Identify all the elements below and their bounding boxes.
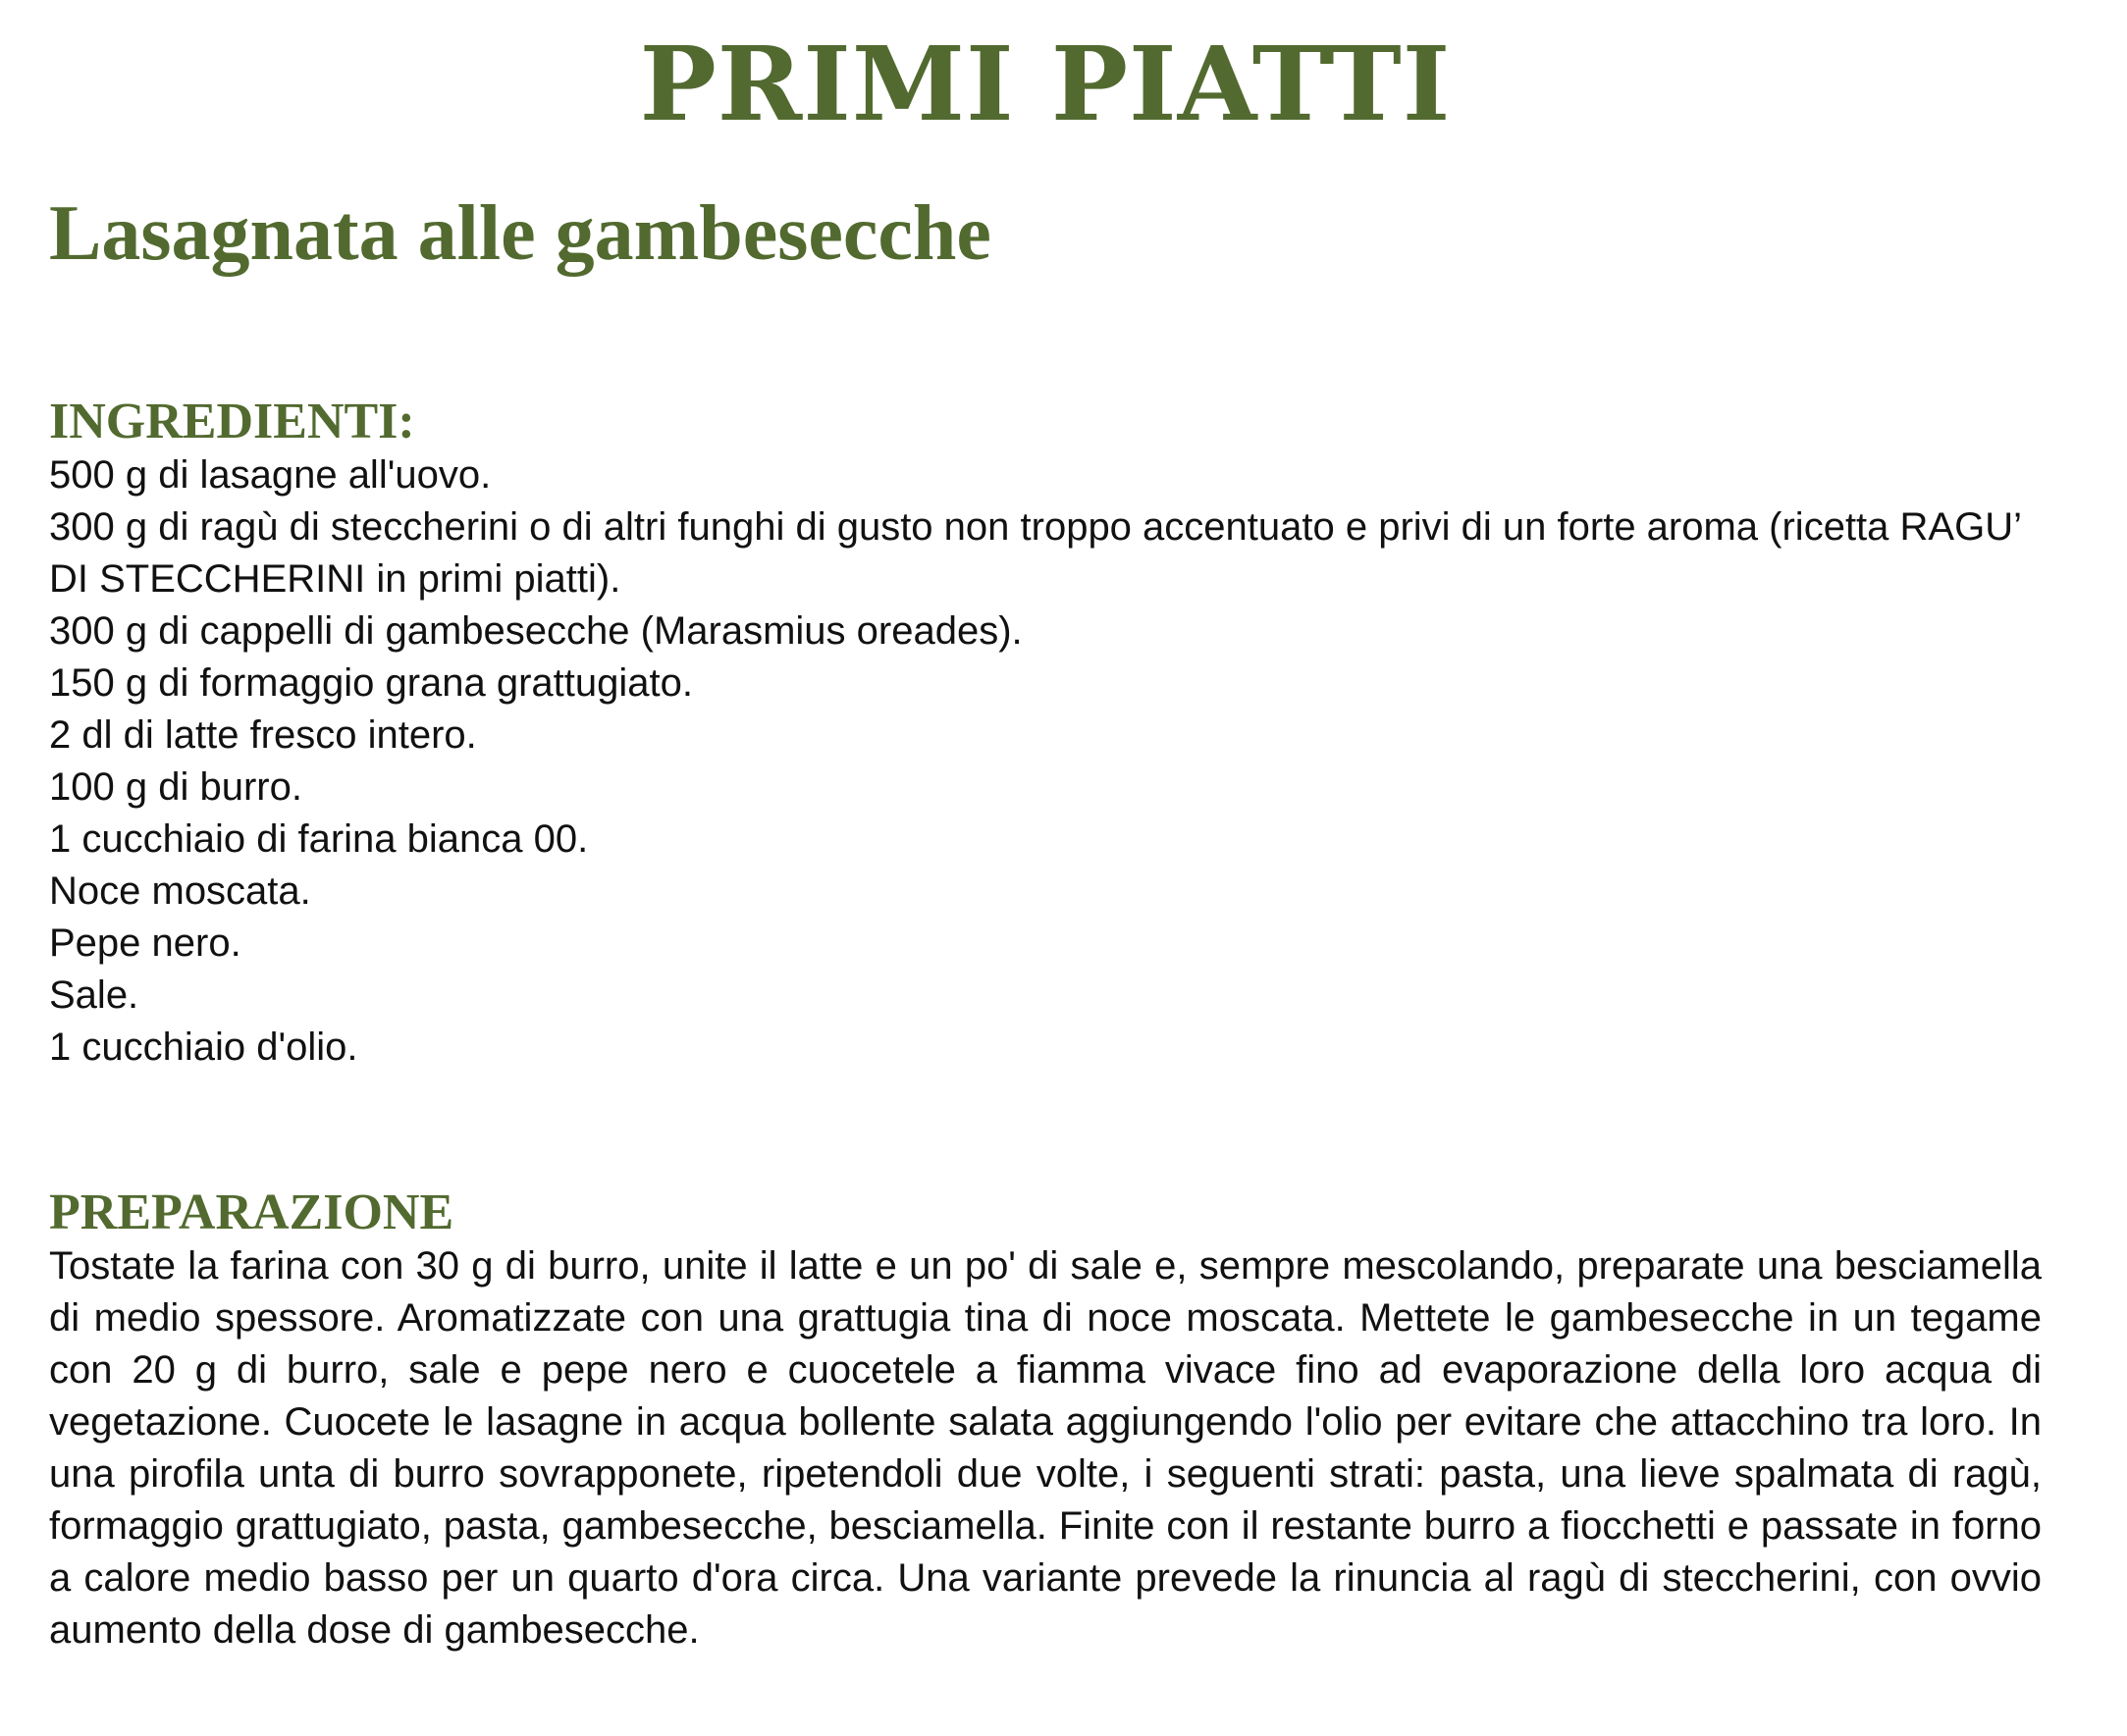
ingredient-item: Sale. bbox=[49, 973, 139, 1017]
ingredient-item: Noce moscata. bbox=[49, 869, 311, 913]
ingredients-heading: INGREDIENTI: bbox=[49, 394, 415, 449]
ingredient-item: Pepe nero. bbox=[49, 921, 241, 965]
ingredient-item: 100 g di burro. bbox=[49, 765, 302, 809]
recipe-page bbox=[49, 0, 2042, 1657]
ingredient-item: 300 g di cappelli di gambesecche (Marasmius oreades). bbox=[49, 609, 1023, 653]
ingredient-item: 1 cucchiaio d'olio. bbox=[49, 1026, 358, 1069]
ingredient-item: 1 cucchiaio di farina bianca 00. bbox=[49, 817, 589, 861]
recipe-title: Lasagnata alle gambesecche bbox=[49, 190, 991, 277]
ingredient-item: 500 g di lasagne all'uovo. bbox=[49, 453, 492, 497]
ingredient-item: 150 g di formaggio grana grattugiato. bbox=[49, 661, 693, 705]
ingredient-item: 300 g di ragù di steccherini o di altri funghi di gusto non troppo accentuato e privi di un forte aroma (ricetta RAGU’ DI STECCHERINI in primi piatti). bbox=[49, 505, 2021, 601]
ingredient-item: 2 dl di latte fresco intero. bbox=[49, 713, 477, 757]
preparation-text: Tostate la farina con 30 g di burro, unite il latte e un po' di sale e, sempre mescolando, preparate una besciamella di medio spessore. Aromatizzate con una grattugia tina di noce moscata. Mettete le gambesecche in un tegame con 20 g di burro, sale e pepe nero e cuocetele a fiamma vivace fino ad evaporazione della loro acqua di vegetazione. Cuocete le lasagne in acqua bollente salata aggiungendo l'olio per evitare che attacchino tra loro. In una pirofila unta di burro sovrapponete, ripetendoli due volte, i seguenti strati: pasta, una lieve spalmata di ragù, formaggio grattugiato, pasta, gambesecche, besciamella. Finite con il restante burro a fiocchetti e passate in forno a calore medio basso per un quarto d'ora circa. Una variante prevede la rinuncia al ragù di steccherini, con ovvio aumento della dose di gambesecche. bbox=[49, 1244, 2042, 1652]
preparation-heading: PREPARAZIONE bbox=[49, 1184, 454, 1240]
section-title: PRIMI PIATTI bbox=[639, 24, 1452, 144]
ingredients-list bbox=[49, 449, 2042, 1074]
